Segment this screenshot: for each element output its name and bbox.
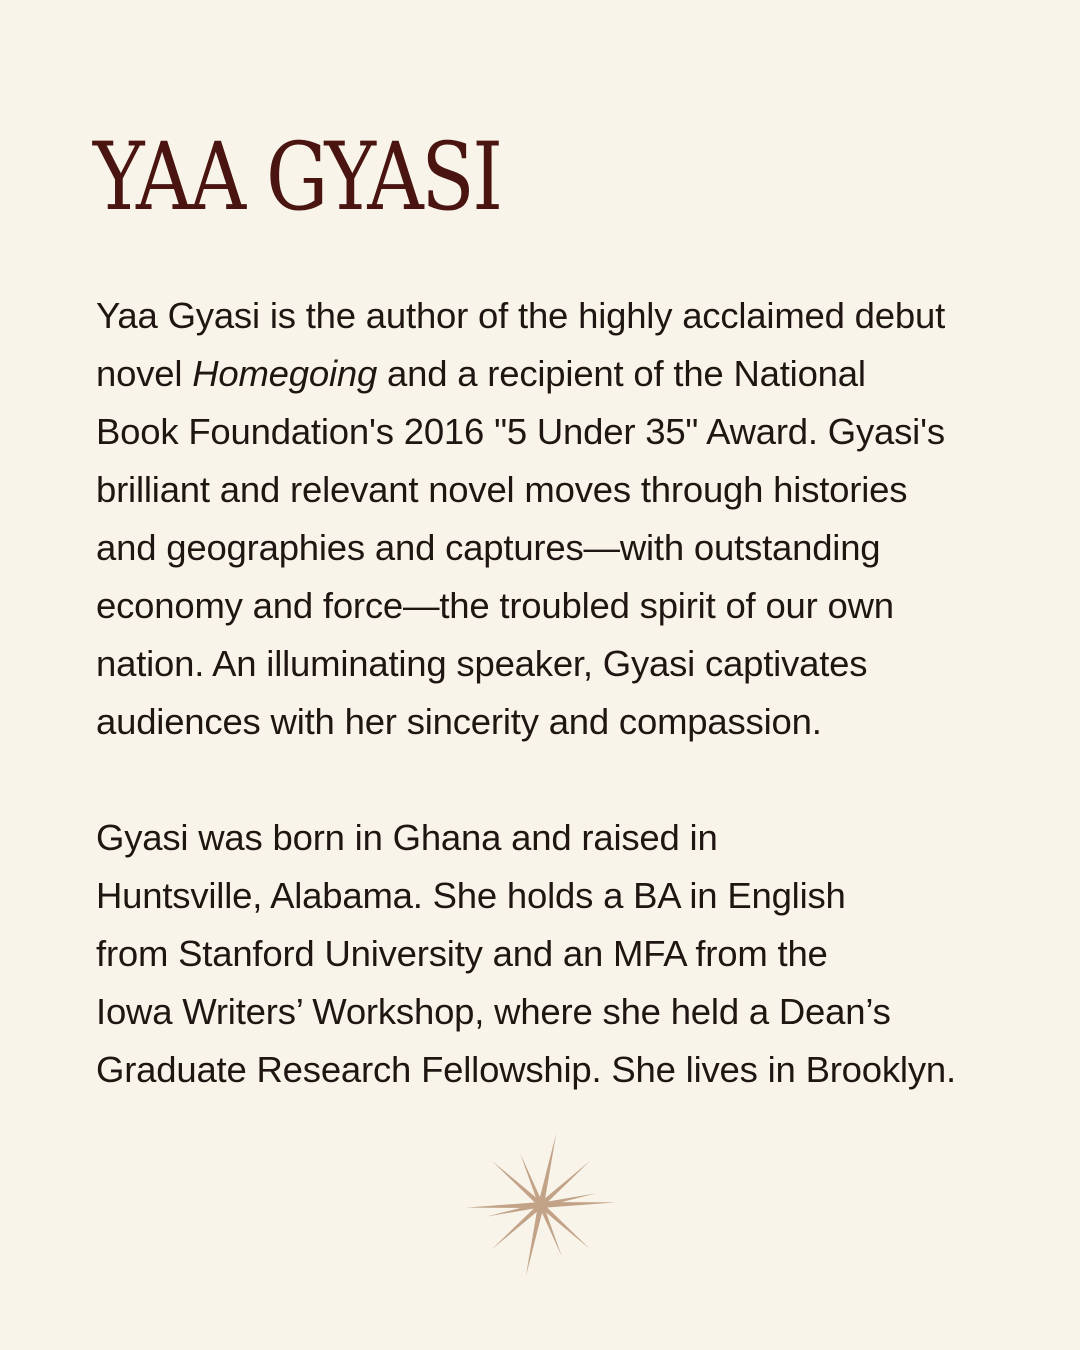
bio-line: brilliant and relevant novel moves through histories [96, 469, 908, 510]
book-title: Homegoing [192, 353, 378, 394]
bio-line: Book Foundation's 2016 "5 Under 35" Award. Gyasi's [96, 411, 945, 452]
bio-line: from Stanford University and an MFA from the [96, 933, 828, 974]
bio-line-text: and a recipient of the National [377, 353, 866, 394]
bio-line: and geographies and captures—with outstanding [96, 527, 881, 568]
bio-line: audiences with her sincerity and compassion. [96, 701, 822, 742]
star-burst-icon [466, 1132, 616, 1278]
bio-line: economy and force—the troubled spirit of our own [96, 585, 894, 626]
bio-paragraph-1 [96, 287, 996, 751]
bio-line: nation. An illuminating speaker, Gyasi captivates [96, 643, 868, 684]
bio-line: Huntsville, Alabama. She holds a BA in English [96, 875, 846, 916]
bio-line-text: novel [96, 353, 193, 394]
bio-line: Yaa Gyasi is the author of the highly acclaimed debut [96, 295, 946, 336]
bio-line: Gyasi was born in Ghana and raised in [96, 817, 718, 858]
bio-line: Iowa Writers’ Workshop, where she held a Dean’s [96, 991, 891, 1032]
bio-line [96, 345, 996, 403]
author-name-heading: YAA GYASI [93, 123, 501, 232]
bio-paragraph-2 [96, 809, 996, 1099]
bio-line: Graduate Research Fellowship. She lives in Brooklyn. [96, 1049, 956, 1090]
